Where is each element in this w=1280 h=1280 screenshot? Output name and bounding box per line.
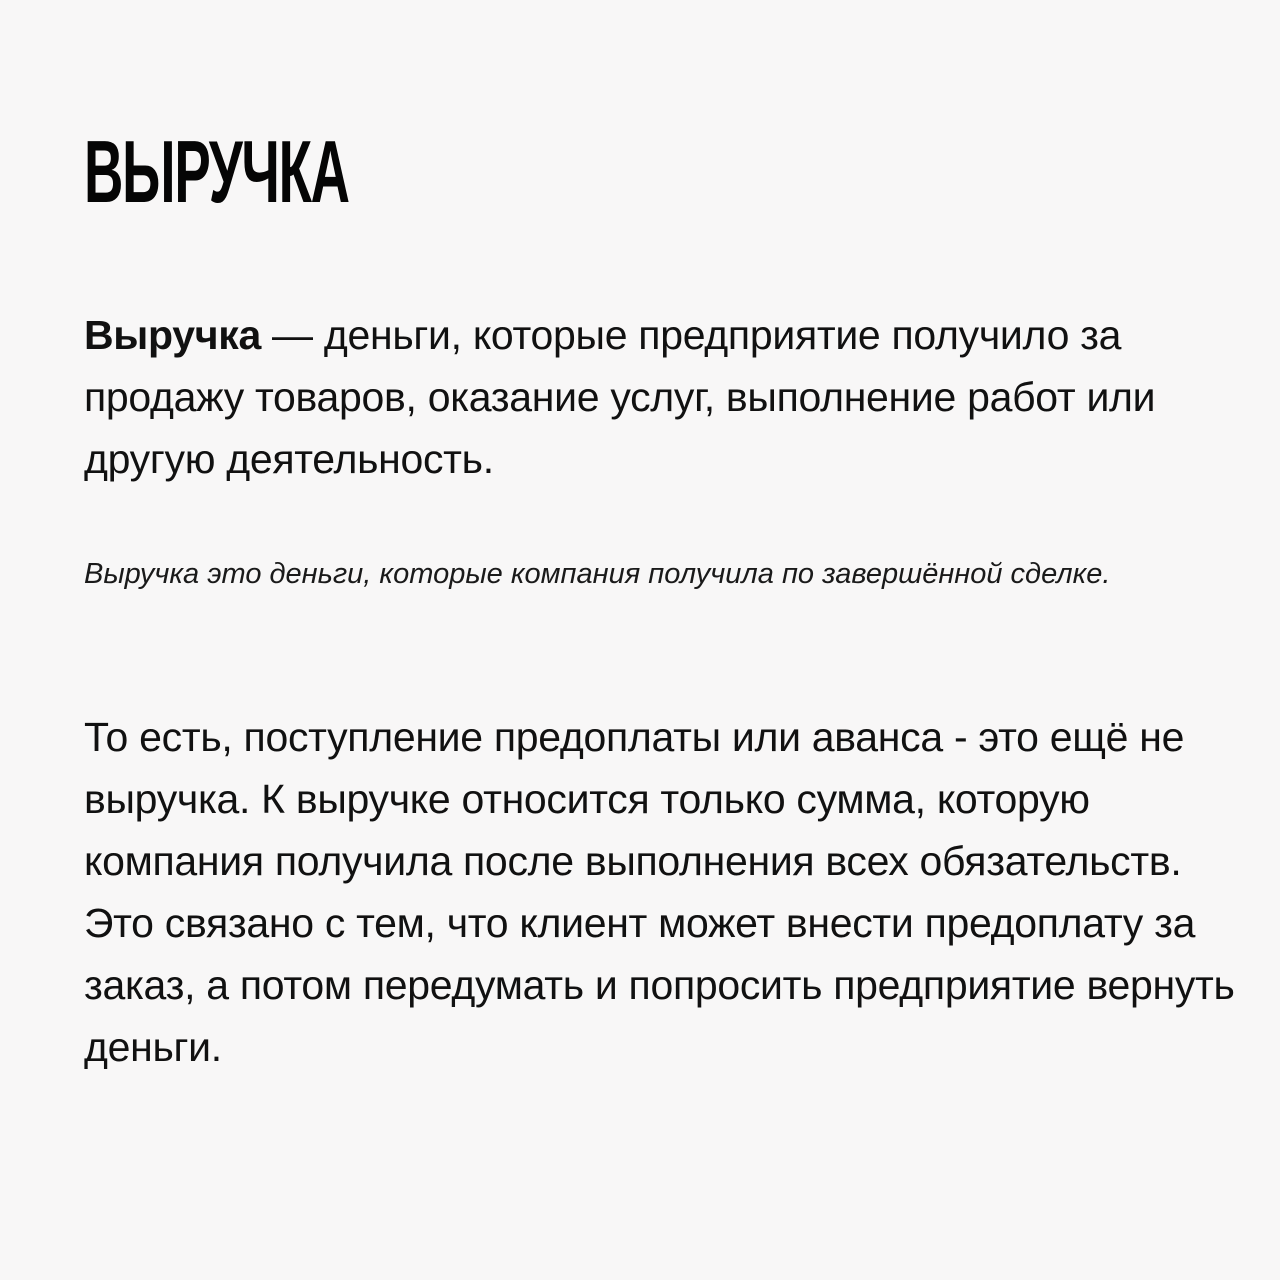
definition-term: Выручка xyxy=(84,312,261,358)
page-title: ВЫРУЧКА xyxy=(84,122,349,221)
explanation-paragraph: То есть, поступление предоплаты или аванса - это ещё не выручка. К выручке относится только сумма, которую компания получила после выполнения всех обязательств. Это связано с тем, что клиент может внести предоплату за заказ, а потом передумать и попросить предприятие вернуть деньги. xyxy=(84,714,1235,1070)
italic-note: Выручка это деньги, которые компания получила по завершённой сделке. xyxy=(84,558,1111,590)
definition-text: — деньги, которые предприятие получило за продажу товаров, оказание услуг, выполнение работ или другую деятельность. xyxy=(84,312,1156,482)
definition-paragraph xyxy=(84,304,1244,490)
